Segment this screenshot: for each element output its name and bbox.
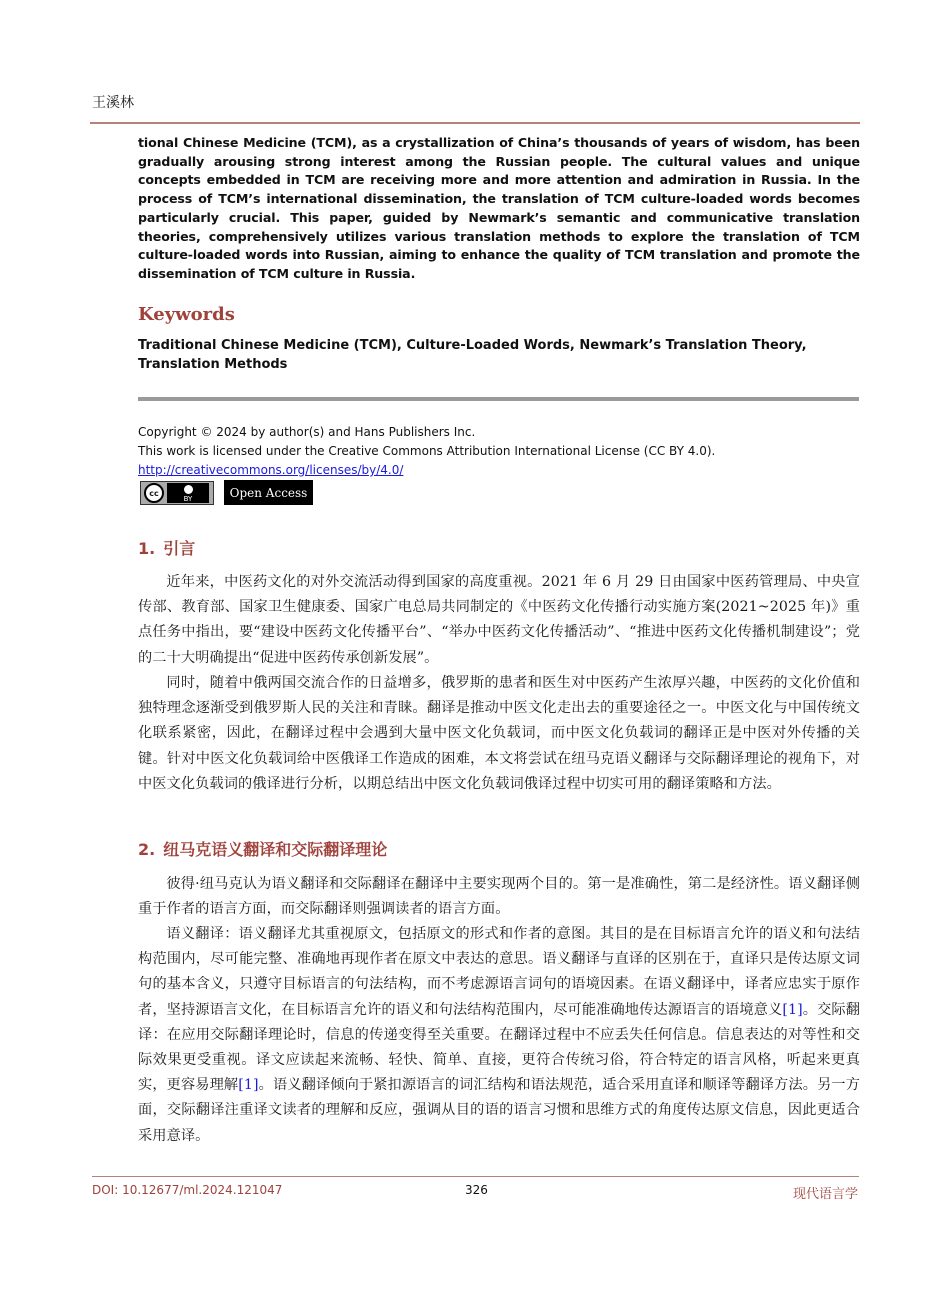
footer-divider (92, 1176, 859, 1177)
section-1-number: 1. (138, 539, 156, 558)
person-icon (183, 484, 194, 495)
paragraph-text: 语义翻译：语义翻译尤其重视原文，包括原文的形式和作者的意图。其目的是在目标语言允许的语义和句法结构范围内，尽可能完整、准确地再现作者在原文中表达的意思。语义翻译与直译的区别在于，直译只是传达原文词句的基本含义，只遵守目标语言的句法结构，而不考虑源语言词句的语境因素。在语义翻译中，译者应忠实于原作者，坚持源语言文化，在目标语言允许的语义和句法结构范围内，尽可能准确地传达源语言的语境意义 (138, 926, 860, 1018)
open-access-badge[interactable]: Open Access (224, 480, 313, 505)
section-1-paragraph-1: 近年来，中医药文化的对外交流活动得到国家的高度重视。2021 年 6 月 29 日由国家中医药管理局、中央宣传部、教育部、国家卫生健康委、国家广电总局共同制定的《中医药文化传播行动实施方案(2021~2025 年)》重点任务中指出，要“建设中医药文化传播平台”、“举办中医药文化传播活动”、“推进中医药文化传播机制建设”；党的二十大明确提出“促进中医药传承创新发展”。 (138, 574, 860, 666)
section-2-paragraph-1: 彼得·纽马克认为语义翻译和交际翻译在翻译中主要实现两个目的。第一是准确性，第二是经济性。语义翻译侧重于作者的语言方面，而交际翻译则强调读者的语言方面。 (138, 876, 860, 918)
by-label: BY (183, 494, 193, 503)
page-number: 326 (465, 1183, 488, 1197)
cc-icon: cc (144, 483, 164, 503)
abstract-text: tional Chinese Medicine (TCM), as a crystallization of China’s thousands of years of wisdom, has been gradually arousing strong interest among the Russian people. The cultural values and unique concepts embedded in TCM are receiving more and more attention and admiration in Russia. In the process of TCM’s international dissemination, the translation of TCM culture-loaded words becomes particularly crucial. This paper, guided by Newmark’s semantic and communicative translation theories, comprehensively utilizes various translation methods to explore the translation of TCM culture-loaded words into Russian, aiming to enhance the quality of TCM translation and promote the dissemination of TCM culture in Russia. (138, 135, 860, 281)
section-1-paragraph-2: 同时，随着中俄两国交流合作的日益增多，俄罗斯的患者和医生对中医药产生浓厚兴趣，中医药的文化价值和独特理念逐渐受到俄罗斯人民的关注和青睐。翻译是推动中医文化走出去的重要途径之一。中医文化与中国传统文化联系紧密，因此，在翻译过程中会遇到大量中医文化负载词，而中医文化负载词的翻译正是中医对外传播的关键。针对中医文化负载词给中医俄译工作造成的困难，本文将尝试在纽马克语义翻译与交际翻译理论的视角下，对中医文化负载词的俄译进行分析，以期总结出中医文化负载词俄译过程中切实可用的翻译策略和方法。 (138, 675, 860, 792)
paragraph-text: 。交际翻译：在应用交际翻译理论时，信息的传递变得至关重要。在翻译过程中不应丢失任何信息。信息表达的对等性和交际效果更受重视。译文应读起来流畅、轻快、简单、直接，更符合传统习俗，符合特定的语言风格，听起来更真实，更容易理解 (138, 1001, 860, 1094)
section-2-paragraph-2 (138, 922, 860, 1149)
cc-by-badge[interactable] (140, 481, 214, 505)
footer-doi: DOI: 10.12677/ml.2024.121047 (92, 1183, 283, 1197)
section-2-number: 2. (138, 840, 156, 859)
copyright-block (138, 423, 860, 480)
license-link[interactable]: http://creativecommons.org/licenses/by/4.0/ (138, 463, 404, 477)
section-2-heading (138, 837, 387, 860)
header-divider (90, 122, 860, 124)
section-1-title: 引言 (163, 539, 196, 558)
citation-link[interactable]: [1] (238, 1077, 259, 1094)
keywords-text: Traditional Chinese Medicine (TCM), Culture-Loaded Words, Newmark’s Translation Theory, Translation Methods (138, 338, 807, 372)
copyright-line: Copyright © 2024 by author(s) and Hans Publishers Inc. (138, 425, 476, 439)
keywords-heading: Keywords (138, 304, 235, 325)
paragraph-text: 。语义翻译倾向于紧扣源语言的词汇结构和语法规范，适合采用直译和顺译等翻译方法。另一方面，交际翻译注重译文读者的理解和反应，强调从目的语的语言习惯和思维方式的角度传达原文信息，因此更适合采用意译。 (138, 1077, 861, 1144)
section-2-title: 纽马克语义翻译和交际翻译理论 (163, 840, 388, 859)
running-head-author: 王溪林 (92, 95, 134, 111)
copyright-divider (138, 397, 859, 401)
license-line: This work is licensed under the Creative Commons Attribution International License (CC BY 4.0). (138, 444, 716, 458)
by-attribution-icon (167, 483, 209, 503)
section-1-heading (138, 536, 195, 559)
citation-link[interactable]: [1] (782, 1001, 803, 1018)
journal-name: 现代语言学 (792, 1187, 858, 1202)
